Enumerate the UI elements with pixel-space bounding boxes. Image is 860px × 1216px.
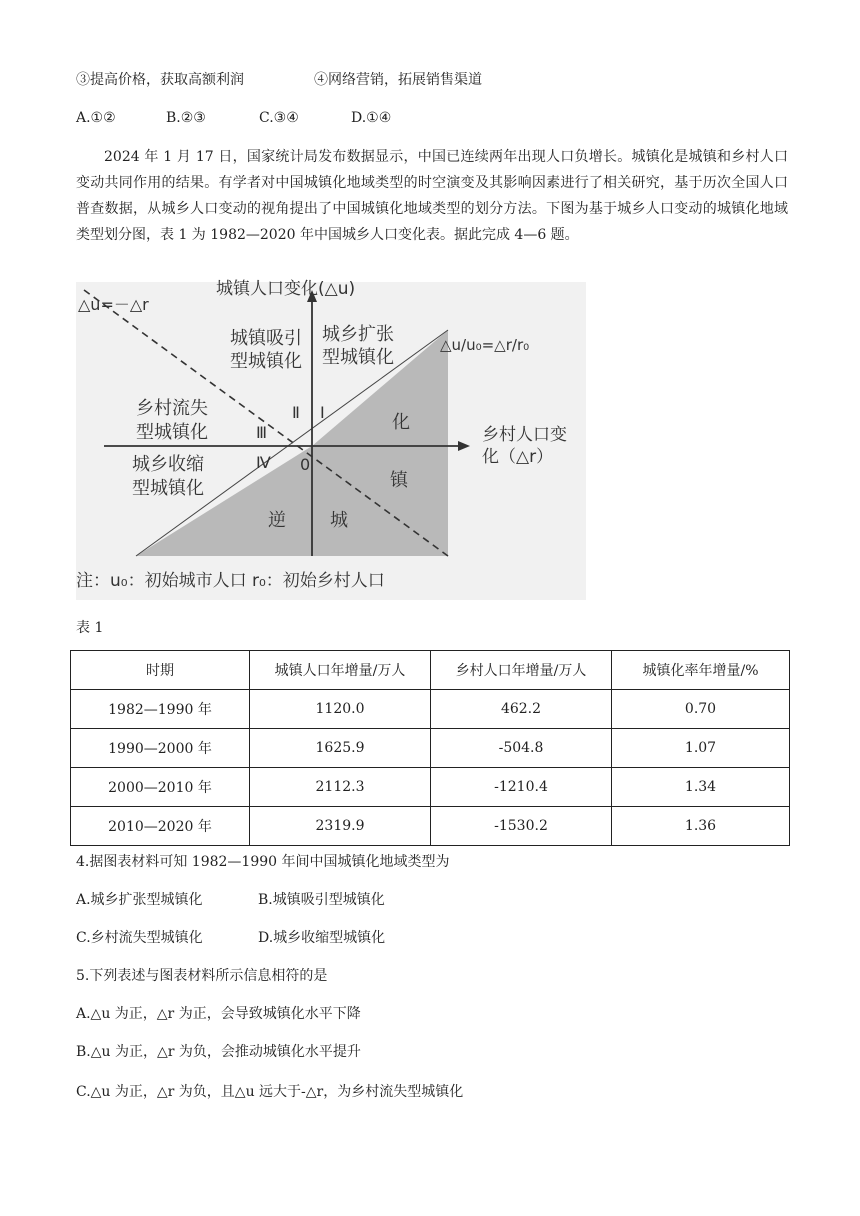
cell-rate: 0.70 [612,690,790,729]
y-axis-label: 城镇人口变化(△u) [216,279,356,299]
absorption-label-1: 城镇吸引 [230,328,302,349]
dashed-line-label: △u=－△r [78,295,149,314]
q4-stem: 4.据图表材料可知 1982—1990 年间中国城镇化地域类型为 [76,854,450,870]
choice-c: C.③④ [259,110,299,126]
cell-rural: -1210.4 [431,768,612,807]
cell-rate: 1.36 [612,807,790,846]
rural-loss-label-1: 乡村流失 [136,398,208,419]
q4-option-a: A.城乡扩张型城镇化 [76,892,203,908]
quadrant-ii: Ⅱ [292,403,300,422]
cell-period: 1982—1990 年 [71,690,250,729]
shrink-label-2: 型城镇化 [132,478,204,499]
x-axis-label-2: 化（△r） [482,447,554,467]
shaded-char-hua: 化 [392,412,410,433]
quadrant-i: Ⅰ [320,403,325,422]
diagram-note: 注：u₀：初始城市人口 r₀：初始乡村人口 [76,571,385,591]
q5-option-a: A.△u 为正，△r 为正，会导致城镇化水平下降 [76,1006,361,1022]
diagram-svg [76,260,596,600]
quadrant-iv: Ⅳ [256,453,271,472]
cell-urban: 1625.9 [250,729,431,768]
cell-urban: 2319.9 [250,807,431,846]
header-urban: 城镇人口年增量/万人 [250,651,431,690]
cell-urban: 2112.3 [250,768,431,807]
cell-period: 2000—2010 年 [71,768,250,807]
header-rural: 乡村人口年增量/万人 [431,651,612,690]
table-row [71,690,790,729]
cell-rate: 1.07 [612,729,790,768]
q5-stem: 5.下列表述与图表材料所示信息相符的是 [76,968,328,984]
expansion-label-2: 型城镇化 [322,347,394,368]
intro-paragraph [76,144,788,248]
cell-period: 1990—2000 年 [71,729,250,768]
header-period: 时期 [71,651,250,690]
choice-d: D.①④ [351,110,392,126]
q5-option-b: B.△u 为正，△r 为负，会推动城镇化水平提升 [76,1044,361,1060]
absorption-label-2: 型城镇化 [230,351,302,372]
quadrant-iii: Ⅲ [256,423,268,442]
table-caption: 表 1 [76,620,104,636]
table-row [71,807,790,846]
intro-text: 2024 年 1 月 17 日，国家统计局发布数据显示，中国已连续两年出现人口负增长。城镇化是城镇和乡村人口变动共同作用的结果。有学者对中国城镇化地域类型的时空演变及其影响因素进行了相关研究，基于历次全国人口普查数据，从城乡人口变动的视角提出了中国城镇化地域类型的划分方法。下图为基于城乡人口变动的城镇化地域类型划分图，表 1 为 1982—2020 年中国城乡人口变化表。据此完成 4—6 题。 [76,149,788,243]
cell-period: 2010—2020 年 [71,807,250,846]
population-change-table [70,650,790,846]
choice-a: A.①② [76,110,116,126]
table-row [71,729,790,768]
urbanization-type-diagram [76,260,596,600]
origin-label: 0 [300,455,311,474]
option-3: ③提高价格，获取高额利润 [76,72,244,88]
cell-urban: 1120.0 [250,690,431,729]
shaded-char-cheng: 城 [330,510,348,531]
q4-option-b: B.城镇吸引型城镇化 [258,892,385,908]
cell-rate: 1.34 [612,768,790,807]
table-header-row [71,651,790,690]
choice-b: B.②③ [166,110,206,126]
shaded-char-zhen: 镇 [390,470,408,491]
rural-loss-label-2: 型城镇化 [136,422,208,443]
shaded-char-ni: 逆 [268,510,286,531]
q5-option-c: C.△u 为正，△r 为负，且△u 远大于-△r，为乡村流失型城镇化 [76,1084,464,1100]
expansion-label-1: 城乡扩张 [322,324,394,345]
q4-option-c: C.乡村流失型城镇化 [76,930,203,946]
cell-rural: 462.2 [431,690,612,729]
solid-line-label: △u/u₀=△r/r₀ [440,336,530,354]
shrink-label-1: 城乡收缩 [132,454,204,475]
x-axis-label-1: 乡村人口变 [482,425,567,445]
option-4: ④网络营销，拓展销售渠道 [314,72,482,88]
cell-rural: -1530.2 [431,807,612,846]
cell-rural: -504.8 [431,729,612,768]
table-row [71,768,790,807]
header-rate: 城镇化率年增量/% [612,651,790,690]
q4-option-d: D.城乡收缩型城镇化 [258,930,386,946]
